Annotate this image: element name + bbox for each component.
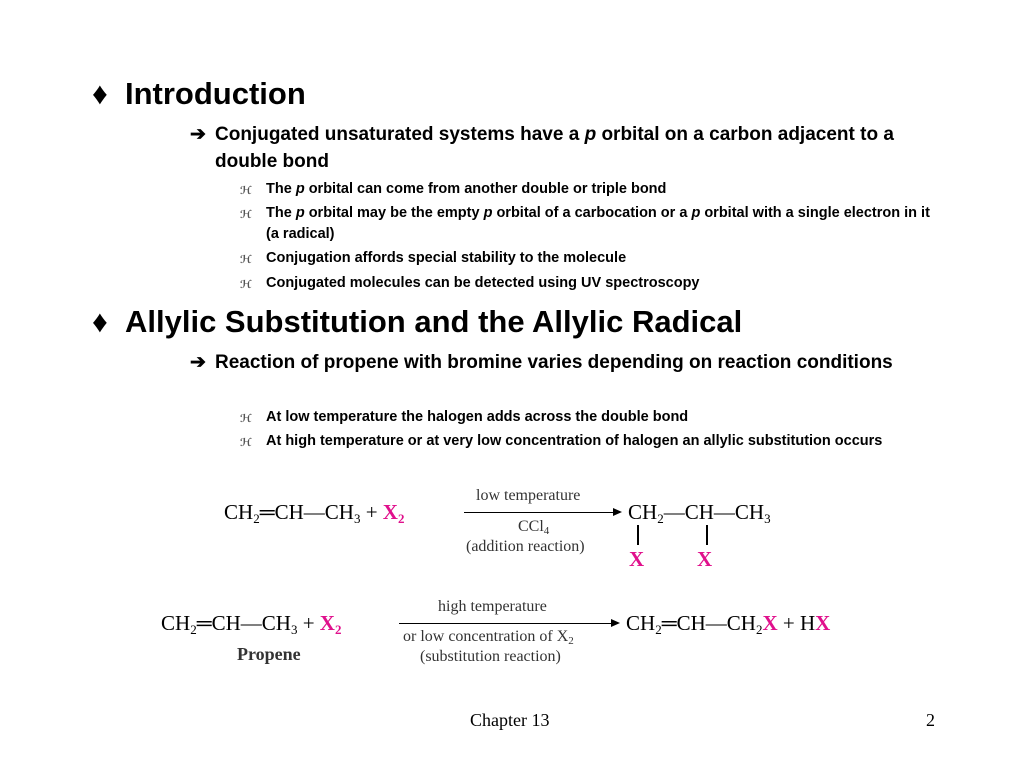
script-h-bullet-icon: ℋ [240,253,252,266]
product-halogen-1: X [629,547,645,571]
reaction2-condition-above: high temperature [438,598,547,615]
script-h-bullet-icon: ℋ [240,412,252,425]
product-halogen-2: X [697,547,713,571]
footer-chapter: Chapter 13 [470,710,550,730]
reaction1-solvent: CCl$_4$ [518,518,550,537]
section-heading-allylic [92,304,742,340]
reaction2-product: $CH_2═CH—CH_2X$ + HX [626,611,831,637]
reaction1-reagent: $X_2$ [382,500,405,526]
level2-point-propene: ➔ Reaction of propene with bromine varies depending on reaction conditions [190,349,910,376]
propene-label: Propene [237,644,301,664]
section-title: Allylic Substitution and the Allylic Radical [125,304,743,339]
reaction1-product: $CH_2—CH—CH_3$ [628,500,771,526]
script-h-bullet-icon: ℋ [240,278,252,291]
reaction2-type: (substitution reaction) [420,648,561,665]
point-text: Conjugated unsaturated systems have a p orbital on a carbon adjacent to a double bond [215,124,894,172]
bond-line [706,525,708,545]
reaction1-arrow [464,512,620,513]
reaction1-type: (addition reaction) [466,538,585,555]
subpoint-4: ℋ Conjugated molecules can be detected using UV spectroscopy [240,273,930,294]
arrow-bullet-icon: ➔ [190,352,206,373]
diamond-bullet-icon: ♦ [92,76,108,111]
reaction1-reactant: $CH_2═CH—CH_3 + X_2$ [224,500,405,526]
subpoint-3: ℋ Conjugation affords special stability to the molecule [240,248,930,269]
subpoint-1: ℋ The p orbital can come from another double or triple bond [240,179,930,200]
reaction1-condition-above: low temperature [476,487,581,504]
bond-line [637,525,639,545]
level2-point-conjugated [190,121,910,175]
script-h-bullet-icon: ℋ [240,436,252,449]
script-h-bullet-icon: ℋ [240,208,252,221]
reaction2-reagent: $X_2$ [319,611,342,637]
page-number: 2 [926,710,935,730]
reaction2-reactant: $CH_2═CH—CH_3 + X_2$ [161,611,342,637]
subpoint-6: ℋ At high temperature or at very low concentration of halogen an allylic substitution occurs [240,431,930,452]
subpoint-5: ℋ At low temperature the halogen adds across the double bond [240,407,930,428]
diamond-bullet-icon: ♦ [92,304,108,339]
reaction2-condition-below: or low concentration of $X_2$ [403,628,574,647]
script-h-bullet-icon: ℋ [240,184,252,197]
arrow-bullet-icon: ➔ [190,124,206,145]
section-title: Introduction [125,76,306,111]
section-heading-introduction [92,76,306,112]
reaction2-arrow [399,623,618,624]
subpoint-2: ℋ The p orbital may be the empty p orbital of a carbocation or a p orbital with a single electron in it (a radical) [240,205,930,242]
